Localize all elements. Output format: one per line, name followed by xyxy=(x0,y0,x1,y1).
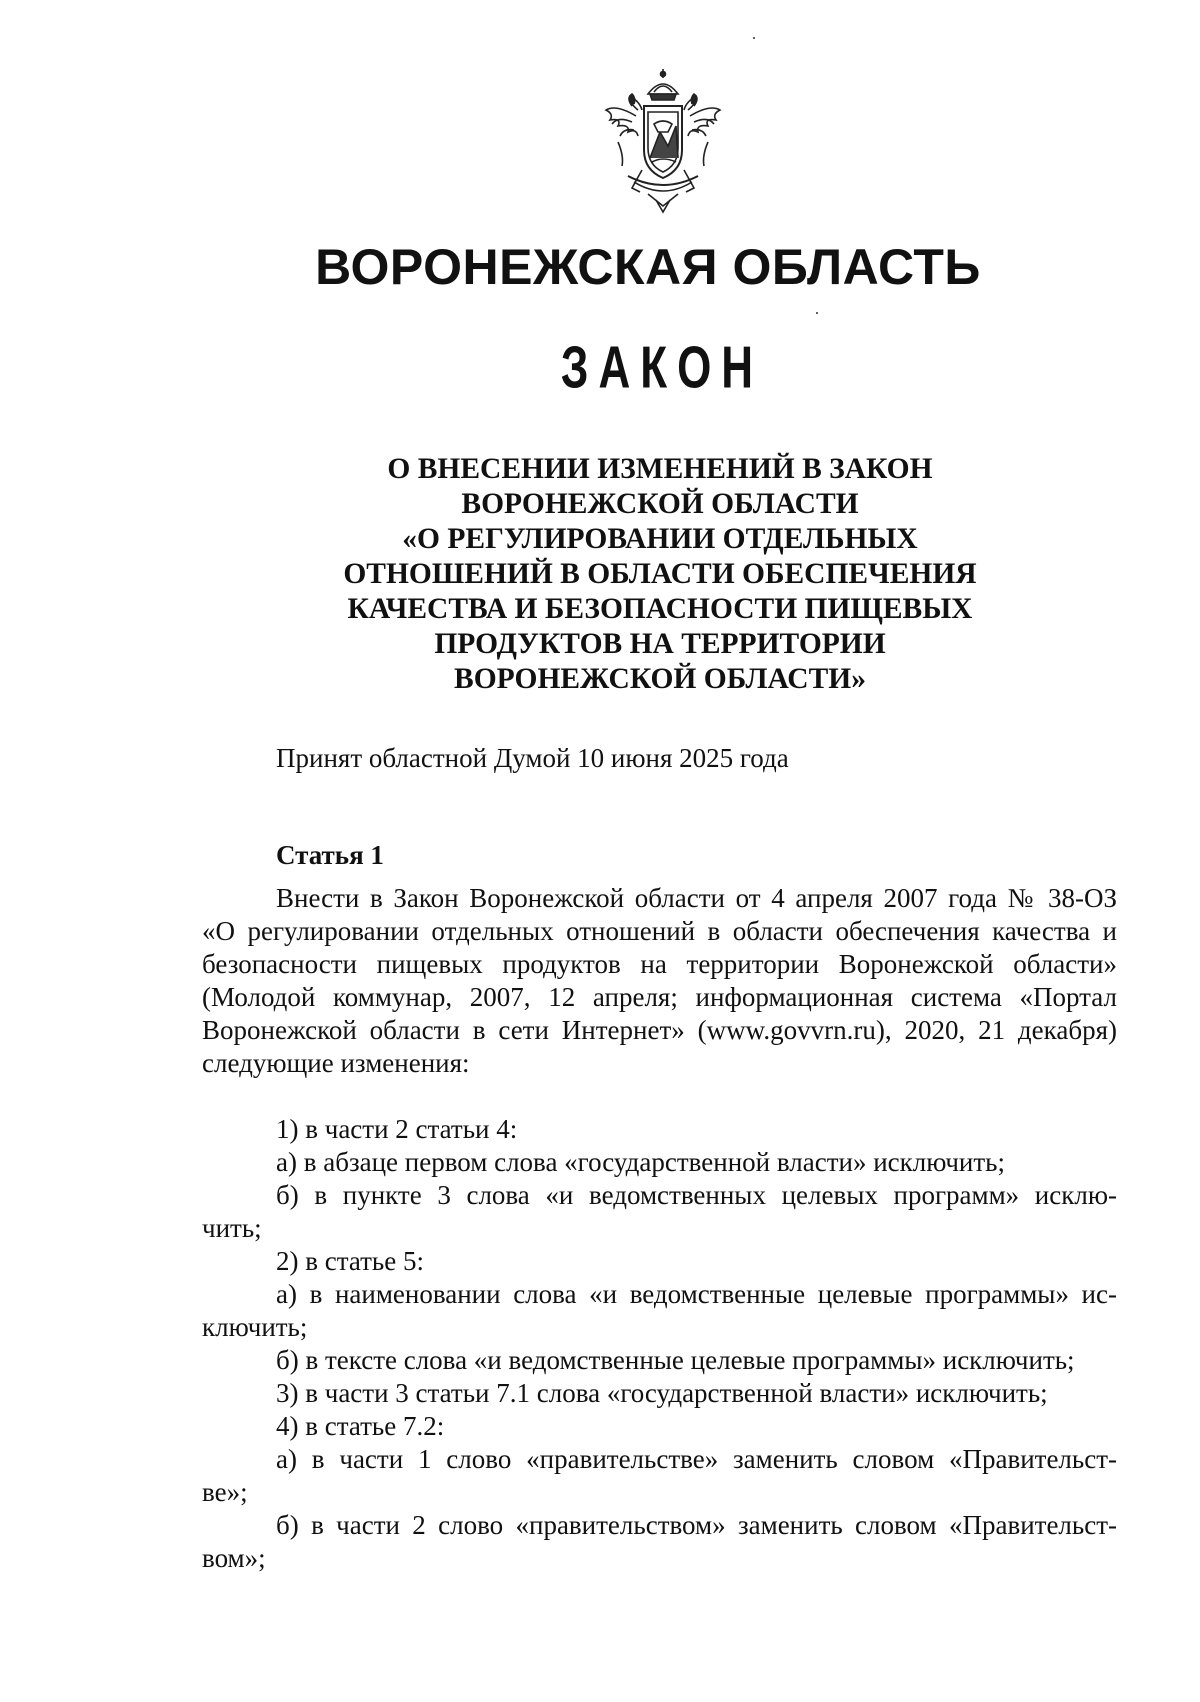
law-title-line: КАЧЕСТВА И БЕЗОПАСНОСТИ ПИЩЕВЫХ xyxy=(347,593,973,625)
list-item: б) в пункте 3 слова «и ведомственных целевых программ» исклю- xyxy=(276,1180,1117,1210)
law-title-line: «О РЕГУЛИРОВАНИИ ОТДЕЛЬНЫХ xyxy=(402,523,918,555)
list-item: а) в наименовании слова «и ведомственные целевые программы» ис- xyxy=(276,1279,1117,1309)
paragraph-line: Внести в Закон Воронежской области от 4 апреля 2007 года № 38-ОЗ xyxy=(276,883,1117,913)
article-title: Статья 1 xyxy=(276,840,384,870)
law-title-line: ВОРОНЕЖСКОЙ ОБЛАСТИ xyxy=(461,488,859,520)
list-item: 3) в части 3 статьи 7.1 слова «государственной власти» исключить; xyxy=(276,1378,1048,1408)
law-title-line: ВОРОНЕЖСКОЙ ОБЛАСТИ» xyxy=(454,663,866,695)
list-item: а) в абзаце первом слова «государственной власти» исключить; xyxy=(276,1147,1005,1177)
list-item-continuation: ключить; xyxy=(202,1312,308,1342)
law-title-line: ПРОДУКТОВ НА ТЕРРИТОРИИ xyxy=(434,628,886,660)
list-item: а) в части 1 слово «правительстве» заменить словом «Правительст- xyxy=(276,1444,1117,1474)
voronezh-coat-of-arms-icon xyxy=(588,66,738,216)
law-title xyxy=(300,452,1020,697)
amendments-list xyxy=(202,1113,1117,1575)
list-item: б) в части 2 слово «правительством» заменить словом «Правительст- xyxy=(276,1510,1117,1540)
list-item: 4) в статье 7.2: xyxy=(276,1411,445,1441)
paragraph-line: следующие изменения: xyxy=(202,1048,470,1078)
list-item: 1) в части 2 статьи 4: xyxy=(276,1114,518,1144)
adoption-note: Принят областной Думой 10 июня 2025 года xyxy=(276,743,789,773)
scan-speck xyxy=(753,37,755,39)
region-title: ВОРОНЕЖСКАЯ ОБЛАСТЬ xyxy=(315,239,981,295)
paragraph-line: Воронежской области в сети Интернет» (www.govvrn.ru), 2020, 21 декабря) xyxy=(202,1015,1117,1045)
paragraph-line: (Молодой коммунар, 2007, 12 апреля; информационная система «Портал xyxy=(202,982,1117,1012)
list-item-continuation: вом»; xyxy=(202,1543,266,1573)
list-item: 2) в статье 5: xyxy=(276,1246,424,1276)
paragraph-line: безопасности пищевых продуктов на территории Воронежской области» xyxy=(202,949,1117,979)
paragraph-line: «О регулировании отдельных отношений в области обеспечения качества и xyxy=(202,916,1117,946)
document-type-heading: ЗАКОН xyxy=(560,335,764,402)
list-item: б) в тексте слова «и ведомственные целевые программы» исключить; xyxy=(276,1345,1075,1375)
article-intro-paragraph xyxy=(202,882,1117,1080)
scan-speck xyxy=(816,312,818,314)
list-item-continuation: чить; xyxy=(202,1213,262,1243)
law-title-line: ОТНОШЕНИЙ В ОБЛАСТИ ОБЕСПЕЧЕНИЯ xyxy=(343,558,977,590)
law-title-line: О ВНЕСЕНИИ ИЗМЕНЕНИЙ В ЗАКОН xyxy=(387,453,933,485)
list-item-continuation: ве»; xyxy=(202,1477,248,1507)
